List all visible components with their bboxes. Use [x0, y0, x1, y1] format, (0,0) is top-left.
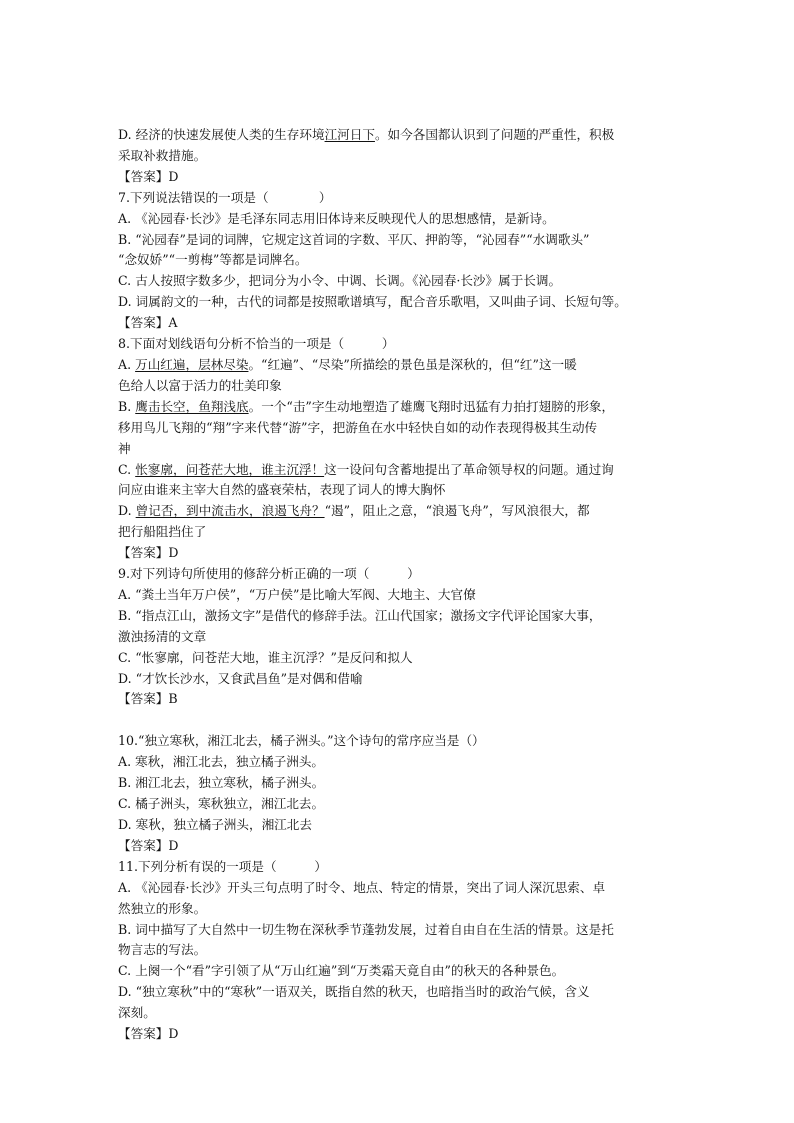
blank-line [118, 710, 680, 731]
q8-option-c-underlined: 怅寥廓，问苍茫大地，谁主沉浮！ [135, 461, 325, 477]
q8-answer: 【答案】D [118, 545, 179, 561]
q11-option-b-continuation: 物言志的写法。 [118, 942, 207, 958]
q8-option-a [118, 355, 680, 376]
q11-option-c: C. 上阕一个“看”字引领了从“万山红遍”到“万类霜天竟自由”的秋天的各种景色。 [118, 963, 565, 979]
q9-option-b-continuation: 激浊扬清的文章 [118, 628, 207, 644]
q6-option-d-text-rest: 。如今各国都认识到了问题的严重性，积极 [374, 127, 615, 142]
q11-option-b: B. 词中描写了大自然中一切生物在深秋季节蓬勃发展，过着自由自在生活的情景。这是托 [118, 921, 614, 937]
document-page [118, 125, 680, 1045]
q11-option-d-continuation: 深刻。 [118, 1005, 156, 1021]
q8-option-a-text: 。“红遍”、“尽染”所描绘的景色虽是深秋的，但“红”这一暖 [248, 356, 577, 372]
q8-option-d-underlined: 曾记否，到中流击水，浪遏飞舟？ [135, 503, 325, 519]
q9-option-a: A. “粪土当年万户侯”，“万户侯”是比喻大军阀、大地主、大官僚 [118, 586, 476, 602]
q10-option-d: D. 寒秋，独立橘子洲头，湘江北去 [118, 817, 312, 832]
q10-option-b: B. 湘江北去，独立寒秋，橘子洲头。 [118, 775, 325, 791]
q8-option-d-label: D. [118, 503, 136, 519]
q9-option-b: B. “指点江山，激扬文字”是借代的修辞手法。江山代国家；激扬文字代评论国家大事， [118, 607, 602, 623]
q8-option-b-label: B. [118, 398, 136, 414]
q7-option-b: B. “沁园春”是词的词牌，它规定这首词的字数、平仄、押韵等，“沁园春”“水调歌头” [118, 231, 590, 247]
q7-option-b-continuation: “念奴娇”“一剪梅”等都是词牌名。 [118, 252, 308, 268]
q9-stem: 9.对下列诗句所使用的修辞分析正确的一项（ ） [118, 566, 420, 582]
q8-option-c-label: C. [118, 461, 136, 477]
q8-stem: 8.下面对划线语句分析不恰当的一项是（ ） [118, 336, 395, 352]
q10-answer: 【答案】D [118, 837, 179, 853]
q6-option-d [118, 125, 680, 146]
q6-option-d-continuation: 采取补救措施。 [118, 147, 207, 163]
q8-option-b [118, 397, 680, 418]
q7-option-c: C. 古人按照字数多少，把词分为小令、中调、长调。《沁园春·长沙》属于长调。 [118, 273, 562, 289]
q8-option-b-continuation-2: 神 [118, 440, 131, 456]
q10-stem: 10.“独立寒秋，湘江北去，橘子洲头。”这个诗句的常序应当是（） [118, 733, 485, 749]
q6-answer: 【答案】D [118, 168, 179, 184]
q7-stem: 7.下列说法错误的一项是（ ） [118, 189, 332, 205]
q8-option-a-underlined: 万山红遍，层林尽染 [135, 356, 249, 372]
q10-option-a: A. 寒秋，湘江北去，独立橘子洲头。 [118, 754, 325, 770]
q9-option-d: D. “才饮长沙水，又食武昌鱼”是对偶和借喻 [118, 670, 363, 686]
q11-option-d: D. “独立寒秋”中的“寒秋”一语双关，既指自然的秋天，也暗指当时的政治气候，含义 [118, 984, 590, 1000]
q8-option-d [118, 501, 680, 522]
q7-option-d: D. 词属韵文的一种，古代的词都是按照歌谱填写，配合音乐歌唱，又叫曲子词、长短句等。 [118, 294, 627, 310]
q9-answer: 【答案】B [118, 691, 178, 707]
q8-option-a-label: A. [118, 356, 136, 372]
q10-option-c: C. 橘子洲头，寒秋独立，湘江北去。 [118, 796, 325, 812]
q11-option-a-continuation: 然独立的形象。 [118, 900, 207, 916]
q7-option-a: A. 《沁园春·长沙》是毛泽东同志用旧体诗来反映现代人的思想感情，是新诗。 [118, 210, 555, 226]
q11-stem: 11.下列分析有误的一项是（ ） [118, 858, 327, 874]
q7-answer: 【答案】A [118, 315, 178, 331]
q6-option-d-underlined: 江河日下 [324, 127, 375, 142]
q8-option-a-continuation: 色给人以富于活力的壮美印象 [118, 377, 282, 393]
q8-option-c [118, 460, 680, 481]
q8-option-d-text: “遏”，阻止之意，“浪遏飞舟”，写风浪很大，都 [324, 503, 590, 519]
q8-option-c-text: 这一设问句含蓄地提出了革命领导权的问题。通过询 [324, 461, 614, 477]
q9-option-c: C. “怅寥廓，问苍茫大地，谁主沉浮？”是反问和拟人 [118, 649, 413, 665]
q11-answer: 【答案】D [118, 1026, 179, 1042]
q8-option-c-continuation: 问应由谁来主宰大自然的盛衰荣枯，表现了词人的博大胸怀 [118, 482, 446, 498]
q8-option-b-underlined: 鹰击长空，鱼翔浅底 [135, 398, 249, 414]
q8-option-b-continuation: 移用鸟儿飞翔的“翔”字来代替“游”字，把游鱼在水中轻快自如的动作表现得极其生动传 [118, 419, 598, 435]
q6-option-d-text: D. 经济的快速发展使人类的生存环境 [118, 127, 325, 142]
q8-option-d-continuation: 把行船阻挡住了 [118, 524, 207, 540]
q8-option-b-text: 。一个“击”字生动地塑造了雄鹰飞翔时迅猛有力拍打翅膀的形象， [248, 398, 615, 414]
q11-option-a: A. 《沁园春·长沙》开头三句点明了时令、地点、特定的情景，突出了词人深沉思索、卓 [118, 879, 606, 895]
